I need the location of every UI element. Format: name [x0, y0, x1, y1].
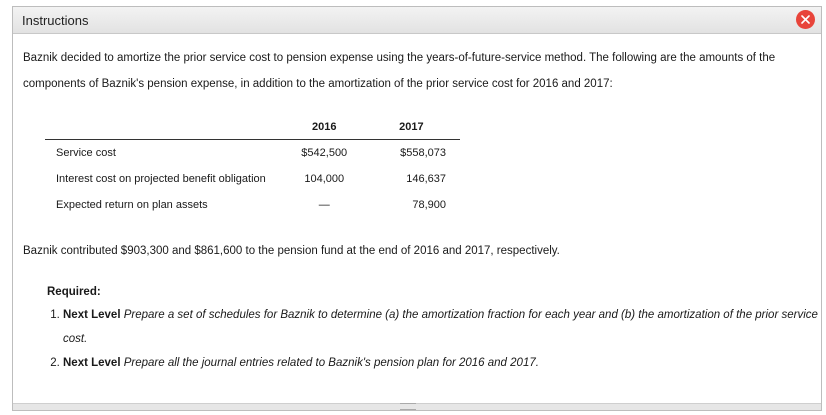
close-button[interactable] [796, 10, 815, 29]
cell-2016: — [318, 199, 330, 211]
required-list [29, 303, 826, 375]
row-label: Interest cost on projected benefit obligation [56, 173, 266, 185]
next-level-link[interactable]: Next Level [63, 309, 121, 321]
cell-2016: $542,500 [301, 147, 348, 159]
cell-2017: $558,073 [400, 147, 446, 159]
table-row [45, 140, 460, 167]
pension-table-wrapper [45, 115, 465, 218]
close-icon [801, 15, 810, 24]
resize-bar[interactable] [13, 403, 821, 410]
table-row [45, 192, 460, 218]
table-header-row [45, 115, 460, 140]
cell-2016: 104,000 [304, 173, 345, 185]
row-label: Expected return on plan assets [56, 199, 208, 211]
list-item [63, 351, 826, 375]
header-label [45, 115, 286, 140]
table-row [45, 166, 460, 192]
dialog-title: Instructions [22, 13, 89, 28]
cell-2017: 78,900 [412, 199, 446, 211]
resize-grip-icon[interactable] [400, 403, 416, 410]
row-label: Service cost [56, 147, 116, 159]
list-item [63, 303, 826, 351]
title-bar [13, 7, 821, 34]
dialog-content [13, 33, 821, 410]
required-text: Prepare a set of schedules for Baznik to determine (a) the amortization fraction for each year and (b) the amortization of the prior service cost. [63, 309, 818, 345]
instructions-dialog [12, 6, 822, 411]
pension-components-table [45, 115, 460, 218]
intro-paragraph: Baznik decided to amortize the prior service cost to pension expense using the years-of-future-service method. The following are the amounts of the components of Baznik's pension expense, in addition to the amortization of the prior service cost for 2016 and 2017: [23, 52, 776, 90]
required-text: Prepare all the journal entries related to Baznik's pension plan for 2016 and 2017. [123, 357, 539, 369]
contribution-paragraph: Baznik contributed $903,300 and $861,600 to the pension fund at the end of 2016 and 2017, respectively. [23, 245, 560, 257]
required-heading: Required: [47, 286, 101, 298]
cell-2017: 146,637 [406, 173, 446, 185]
header-2017: 2017 [399, 121, 424, 133]
next-level-link[interactable]: Next Level [63, 357, 121, 369]
header-2016: 2016 [312, 121, 337, 133]
